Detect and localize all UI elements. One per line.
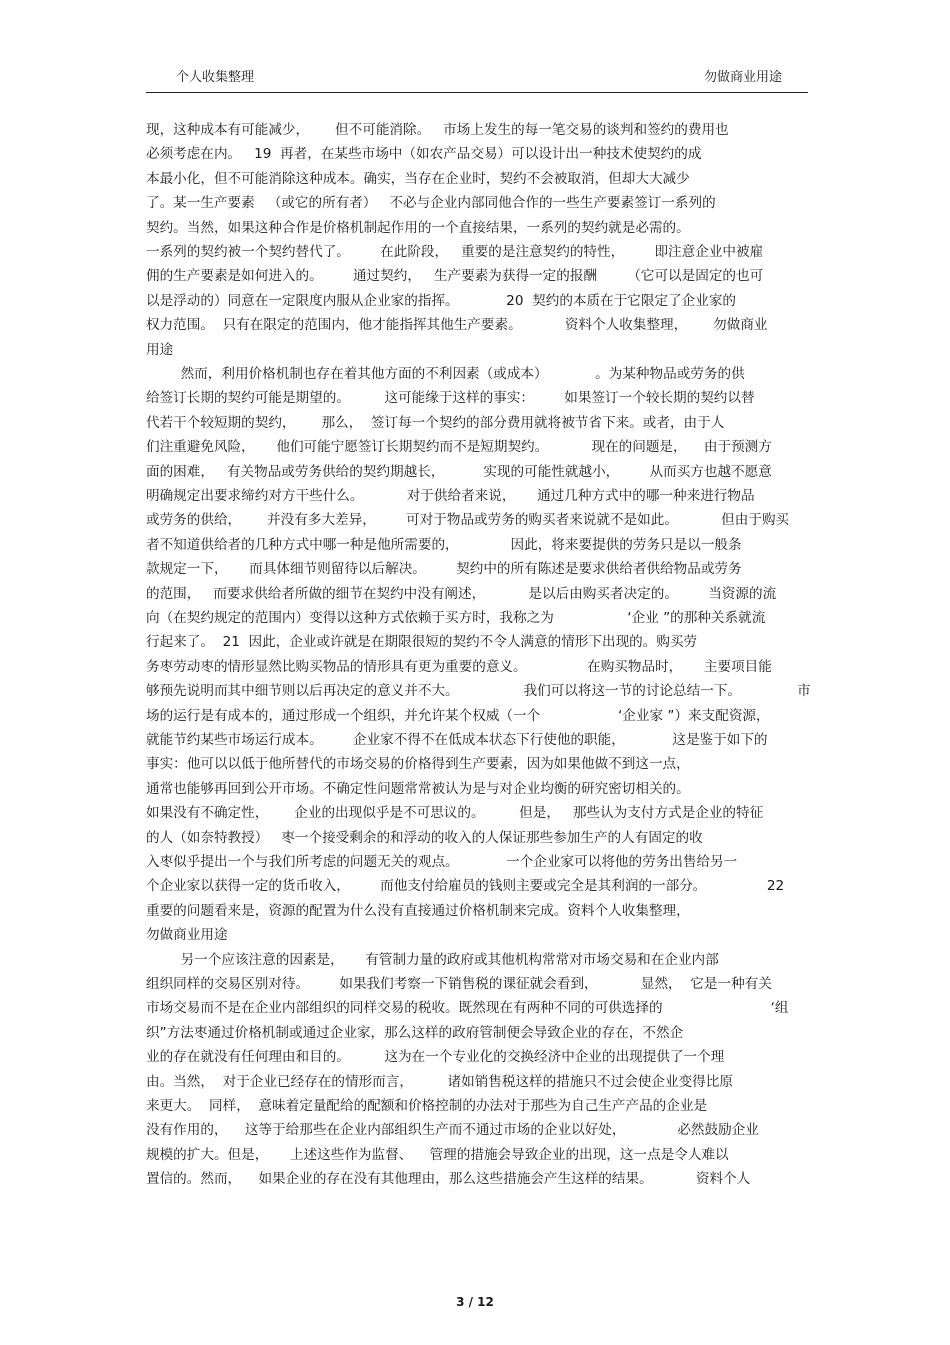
- text-line: 款规定一下， 而具体细节则留待以后解决。 契约中的所有陈述是要求供给者供给物品或劳务: [146, 561, 742, 578]
- text-line: 够预先说明而其中细节则以后再决定的意义并不大。 我们可以将这一节的讨论总结一下。 市: [146, 683, 811, 700]
- text-line: 务枣劳动枣的情形显然比购买物品的情形具有更为重要的意义。 在购买物品时， 主要项目能: [146, 658, 772, 675]
- page-header: [146, 66, 808, 93]
- text-line: 向（在契约规定的范围内）变得以这种方式依赖于买方时，我称之为 ‘企业 ”的那种关系就流: [146, 610, 766, 626]
- text-line: 没有作用的， 这等于给那些在企业内部组织生产而不通过市场的企业以好处， 必然鼓励企业: [146, 1122, 759, 1139]
- text-line: 一系列的契约被一个契约替代了。 在此阶段， 重要的是注意契约的特性， 即注意企业中被雇: [146, 244, 764, 260]
- text-line: 事实：他可以以低于他所替代的市场交易的价格得到生产要素，因为如果他做不到这一点，: [146, 756, 690, 773]
- text-line: 的人（如奈特教授） 枣一个接受剩余的和浮动的收入的人保证那些参加生产的人有固定的收: [146, 829, 703, 846]
- text-line: 来更大。 同样， 意味着定量配给的配额和价格控制的办法对于那些为自己生产产品的企业是: [146, 1098, 708, 1114]
- text-line: 明确规定出要求缔约对方干些什么。 对于供给者来说， 通过几种方式中的哪一种来进行物品: [146, 488, 755, 504]
- text-line: 以是浮动的）同意在一定限度内服从企业家的指挥。 20 契约的本质在于它限定了企业家的: [146, 292, 737, 309]
- text-line: 重要的问题看来是，资源的配置为什么没有直接通过价格机制来完成。资料个人收集整理，: [146, 902, 690, 919]
- text-line: 佣的生产要素是如何进入的。 通过契约， 生产要素为获得一定的报酬 （它可以是固定的也可: [146, 268, 764, 285]
- text-line: 场的运行是有成本的，通过形成一个组织，并允许某个权威（一个 ‘企业家 ”）来支配资源，: [146, 707, 770, 724]
- text-line: 契约。当然，如果这种合作是价格机制起作用的一个直接结果，一系列的契约就是必需的。: [146, 219, 690, 236]
- text-line: 个企业家以获得一定的货币收入， 而他支付给雇员的钱则主要或完全是其利润的一部分。 22: [146, 878, 785, 895]
- text-line: 入枣似乎提出一个与我们所考虑的问题无关的观点。 一个企业家可以将他的劳务出售给另一: [146, 854, 738, 870]
- text-line: 由。当然， 对于企业已经存在的情形而言， 诸如销售税这样的措施只不过会使企业变得比原: [146, 1073, 733, 1090]
- text-line: 权力范围。 只有在限定的范围内，他才能指挥其他生产要素。 资料个人收集整理， 勿做商业: [146, 317, 768, 334]
- text-line: 组织同样的交易区别对待。 如果我们考察一下销售税的课征就会看到， 显然， 它是一种有关: [146, 976, 772, 992]
- text-line: 代若干个较短期的契约， 那么， 签订每一个契约的部分费用就将被节省下来。或者，由于人: [146, 414, 725, 431]
- text-line: 勿做商业用途: [146, 927, 228, 944]
- text-line: 市场交易而不是在企业内部组织的同样交易的税收。既然现在有两种不同的可供选择的 ‘组: [146, 1000, 789, 1017]
- text-line: 了。某一生产要素 （或它的所有者） 不必与企业内部同他合作的一些生产要素签订一系列的: [146, 195, 716, 212]
- text-line: 通常也能够再回到公开市场。不确定性问题常常被认为是与对企业均衡的研究密切相关的。: [146, 780, 690, 797]
- text-line: 规模的扩大。但是， 上述这些作为监督、 管理的措施会导致企业的出现，这一点是令人难以: [146, 1146, 729, 1163]
- text-line: 的范围， 而要求供给者所做的细节在契约中没有阐述， 是以后由购买者决定的。 当资源的流: [146, 585, 777, 602]
- text-line: 本最小化，但不可能消除这种成本。确实，当存在企业时，契约不会被取消，但却大大减少: [146, 170, 690, 187]
- text-line: 业的存在就没有任何理由和目的。 这为在一个专业化的交换经济中企业的出现提供了一个理: [146, 1049, 725, 1066]
- text-line: 者不知道供给者的几种方式中哪一种是他所需要的， 因此，将来要提供的劳务只是以一般条: [146, 536, 742, 553]
- text-line: 织”方法枣通过价格机制或通过企业家，那么这样的政府管制便会导致企业的存在，不然企: [146, 1024, 684, 1041]
- text-line: 然而，利用价格机制也存在着其他方面的不利因素（或成本） 。为某种物品或劳务的供: [146, 366, 745, 382]
- text-line: 面的困难， 有关物品或劳务供给的契约期越长， 实现的可能性就越小， 从而买方也越不愿意: [146, 463, 772, 480]
- text-line: 行起来了。 21 因此，企业或许就是在期限很短的契约不令人满意的情形下出现的。购买劳: [146, 634, 698, 651]
- text-line: 必须考虑在内。 19 再者，在某些市场中（如农产品交易）可以设计出一种技术使契约的成: [146, 146, 702, 163]
- text-line: 如果没有不确定性， 企业的出现似乎是不可思议的。 但是， 那些认为支付方式是企业的特征: [146, 805, 764, 822]
- header-left-text: 个人收集整理: [176, 70, 255, 85]
- text-line: 置信的。然而， 如果企业的存在没有其他理由，那么这些措施会产生这样的结果。 资料个人: [146, 1171, 751, 1188]
- text-line: 另一个应该注意的因素是， 有管制力量的政府或其他机构常常对市场交易和在企业内部: [146, 951, 719, 968]
- text-line: 们注重避免风险， 他们可能宁愿签订长期契约而不是短期契约。 现在的问题是， 由于预测方: [146, 439, 772, 456]
- text-line: 给签订长期的契约可能是期望的。 这可能缘于这样的事实： 如果签订一个较长期的契约以替: [146, 390, 755, 407]
- text-line: 就能节约某些市场运行成本。 企业家不得不在低成本状态下行使他的职能， 这是鉴于如下的: [146, 732, 768, 748]
- page-number: 3 / 12: [456, 1295, 494, 1309]
- header-right-text: 勿做商业用途: [703, 70, 782, 85]
- text-line: 或劳务的供给， 并没有多大差异， 可对于物品或劳务的购买者来说就不是如此。 但由于购买: [146, 512, 790, 529]
- text-line: 现，这种成本有可能减少， 但不可能消除。 市场上发生的每一笔交易的谈判和签约的费用也: [146, 122, 729, 138]
- text-line: 用途: [146, 341, 174, 358]
